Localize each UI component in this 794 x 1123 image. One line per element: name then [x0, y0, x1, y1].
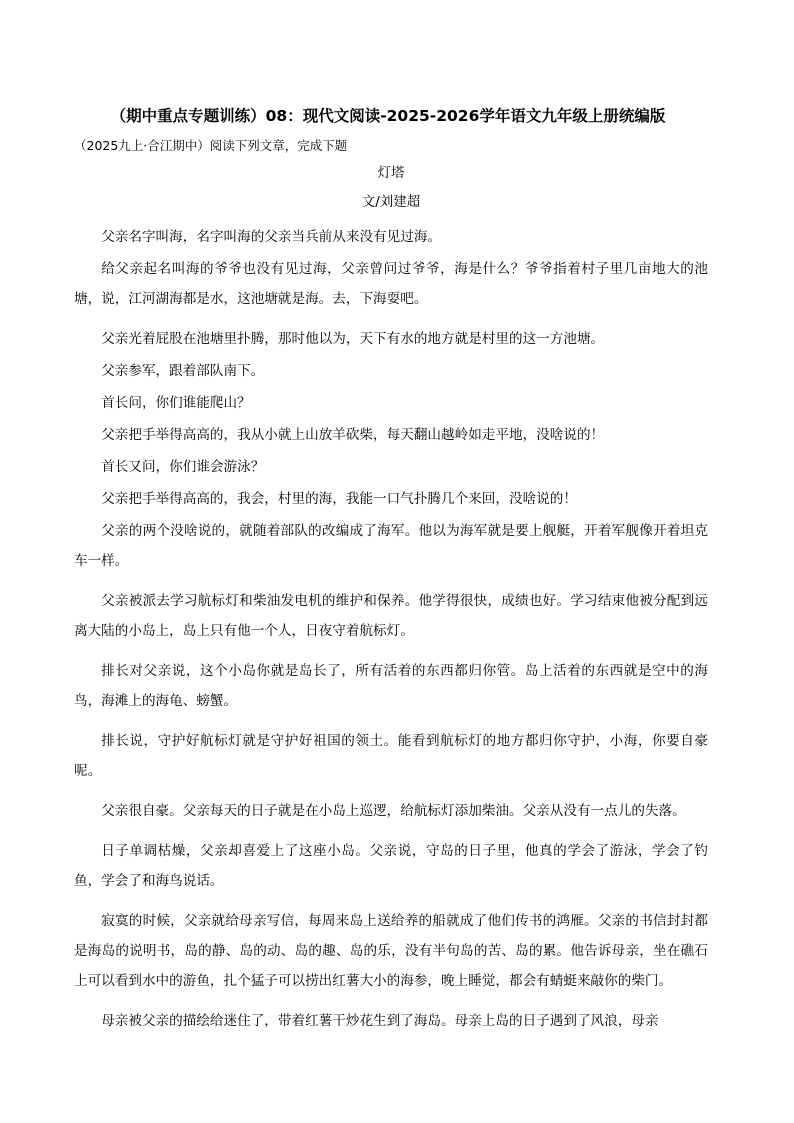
paragraph: 首长又问，你们谁会游泳？: [101, 459, 265, 475]
paragraph: 父亲的两个没啥说的，就随着部队的改编成了海军。他以为海军就是要上舰艇，开着军舰像开着坦克车一样。: [74, 523, 708, 569]
paragraph: 父亲把手举得高高的，我从小就上山放羊砍柴，每天翻山越岭如走平地，没啥说的！: [101, 427, 605, 443]
paragraph: 父亲名字叫海，名字叫海的父亲当兵前从来没有见过海。: [101, 229, 442, 245]
paragraph: 排长说，守护好航标灯就是守护好祖国的领土。能看到航标灯的地方都归你守护，小海，你要自豪呢。: [74, 733, 708, 779]
article-body: [74, 222, 708, 1036]
paragraph: 父亲被派去学习航标灯和柴油发电机的维护和保养。他学得很快，成绩也好。学习结束他被分配到远离大陆的小岛上，岛上只有他一个人，日夜守着航标灯。: [74, 593, 708, 639]
paragraph: 给父亲起名叫海的爷爷也没有见过海，父亲曾问过爷爷，海是什么？爷爷指着村子里几亩地大的池塘，说，江河湖海都是水，这池塘就是海。去，下海耍吧。: [74, 261, 708, 307]
paragraph: 父亲参军，跟着部队南下。: [101, 363, 265, 379]
article-author: 文/刘建超: [361, 194, 421, 210]
paragraph: 首长问，你们谁能爬山？: [101, 395, 251, 411]
paragraph: 排长对父亲说，这个小岛你就是岛长了，所有活着的东西都归你管。岛上活着的东西就是空中的海鸟，海滩上的海龟、螃蟹。: [74, 663, 708, 709]
question-source: （2025九上·合江期中）阅读下列文章，完成下题: [74, 138, 348, 153]
article-title: 灯塔: [377, 165, 405, 181]
paragraph: 母亲被父亲的描绘给迷住了，带着红薯干炒花生到了海岛。母亲上岛的日子遇到了风浪，母亲: [101, 1013, 659, 1029]
paragraph: 父亲把手举得高高的，我会，村里的海，我能一口气扑腾几个来回，没啥说的！: [101, 491, 577, 507]
paragraph: 寂寞的时候，父亲就给母亲写信，每周来岛上送给养的船就成了他们传书的鸿雁。父亲的书信封封都是海岛的说明书，岛的静、岛的动、岛的趣、岛的乐，没有半句岛的苦、岛的累。他告诉母亲，坐在礁石上可以看到水中的游鱼，扎个猛子可以捞出红薯大小的海参，晚上睡觉，都会有蜻蜓来敲你的柴门。: [74, 913, 708, 989]
document-title: （期中重点专题训练）08：现代文阅读-2025-2026学年语文九年级上册统编版: [110, 107, 666, 125]
paragraph: 父亲光着屁股在池塘里扑腾，那时他以为，天下有水的地方就是村里的这一方池塘。: [101, 331, 605, 347]
paragraph: 日子单调枯燥，父亲却喜爱上了这座小岛。父亲说，守岛的日子里，他真的学会了游泳，学会了钓鱼，学会了和海鸟说话。: [74, 843, 708, 889]
paragraph: 父亲很自豪。父亲每天的日子就是在小岛上巡逻，给航标灯添加柴油。父亲从没有一点儿的失落。: [101, 803, 686, 819]
